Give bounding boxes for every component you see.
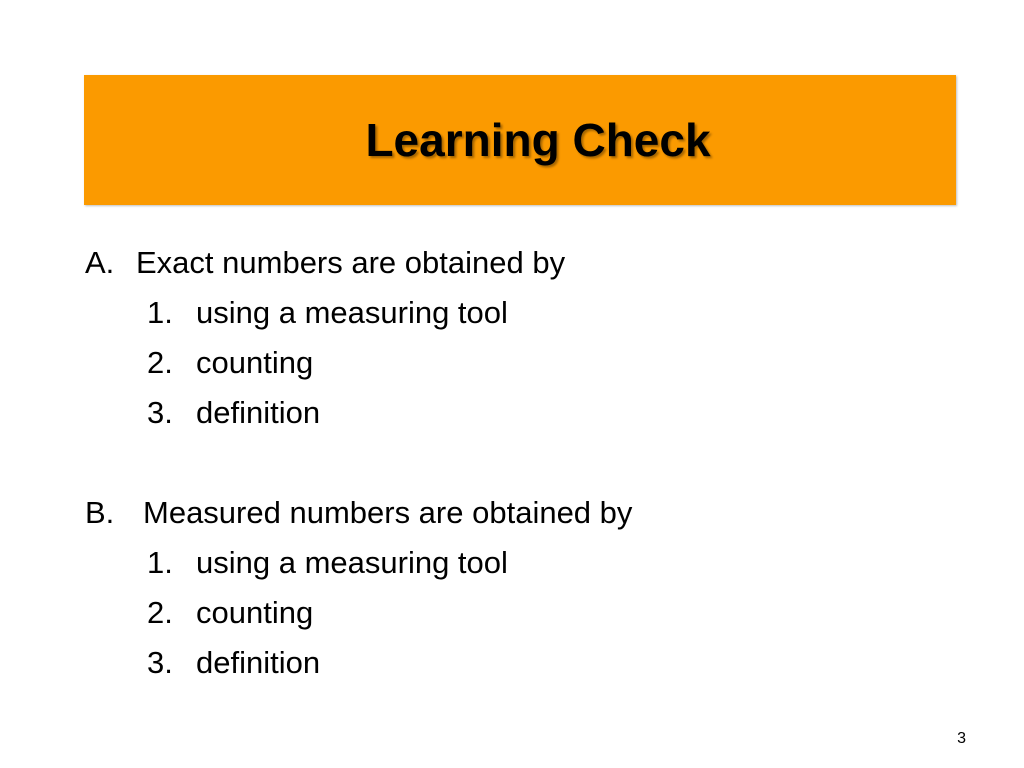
- option-text: counting: [196, 595, 314, 630]
- list-item: [85, 538, 632, 588]
- option-text: counting: [196, 345, 314, 380]
- option-number: 3.: [147, 395, 173, 430]
- slide-title: Learning Check: [365, 114, 711, 166]
- question-prompt-row: [85, 488, 632, 538]
- option-number: 3.: [147, 645, 173, 680]
- list-item: [85, 388, 565, 438]
- option-list: [85, 288, 565, 438]
- question-letter: A.: [85, 245, 115, 280]
- page-number: 3: [957, 730, 966, 747]
- list-item: [85, 638, 632, 688]
- option-number: 2.: [147, 595, 173, 630]
- list-item: [85, 588, 632, 638]
- option-text: definition: [196, 395, 321, 430]
- question-prompt: Measured numbers are obtained by: [143, 495, 633, 530]
- option-number: 1.: [147, 295, 173, 330]
- option-text: using a measuring tool: [196, 295, 508, 330]
- question-b: [85, 488, 632, 688]
- list-item: [85, 338, 565, 388]
- list-item: [85, 288, 565, 338]
- option-list: [85, 538, 632, 688]
- option-number: 2.: [147, 345, 173, 380]
- option-number: 1.: [147, 545, 173, 580]
- question-prompt: Exact numbers are obtained by: [136, 245, 566, 280]
- option-text: using a measuring tool: [196, 545, 508, 580]
- question-letter: B.: [85, 495, 115, 530]
- title-banner: [84, 75, 956, 205]
- option-text: definition: [196, 645, 321, 680]
- question-prompt-row: [85, 238, 565, 288]
- question-a: [85, 238, 565, 438]
